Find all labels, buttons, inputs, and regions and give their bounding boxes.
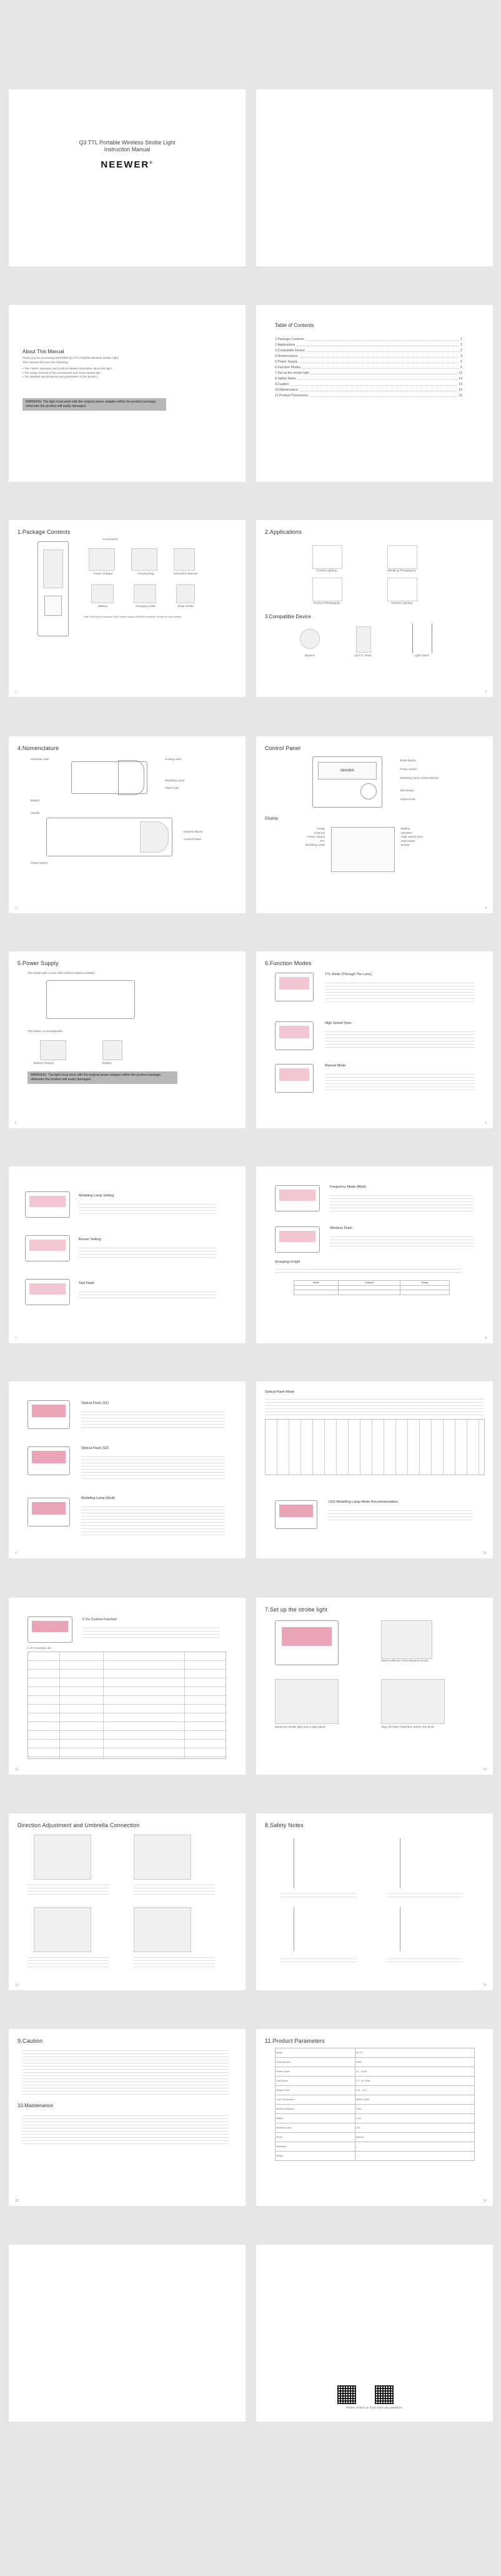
optical-flash-page: [256, 1381, 493, 1558]
part-label: Control Panel: [184, 838, 201, 841]
cover-title-line2: Instruction Manual: [104, 146, 151, 153]
page-number: 9: [15, 1551, 17, 1555]
mode-heading: Modeling Lamp Setting: [79, 1194, 114, 1198]
page-number: 4: [485, 906, 487, 910]
mode-heading: Wireless Flash: [330, 1226, 353, 1230]
lcd-label: Wireless: [401, 831, 412, 834]
stand-illustration: [412, 623, 432, 653]
control-panel-page: [256, 736, 493, 913]
lcd-label: Modeling Lamp: [305, 843, 325, 847]
power-line: The battery is rechargeable.: [27, 1030, 64, 1033]
setup-page: [256, 1598, 493, 1775]
app-image: [387, 578, 417, 601]
device-label: Light Stand: [414, 654, 429, 657]
panel-illustration: [312, 756, 382, 808]
parameter-row: Power Output 1/1 - 1/128: [275, 2067, 475, 2077]
parameter-row: Mount Bowens: [275, 2133, 475, 2142]
parameter-row: Dimension —: [275, 2142, 475, 2152]
lcd-labels-right: [401, 827, 457, 848]
package-note: Note: Pictures for reference only. Please contact NEEWER customer service for more details.: [84, 616, 182, 618]
app-label: Portrait Lighting: [316, 569, 337, 572]
part-label: Cooling Vent: [165, 758, 182, 761]
cover-page: [9, 89, 246, 266]
section-title: 11.Product Parameters: [265, 2038, 325, 2044]
mode-heading: Test Flash: [79, 1281, 95, 1285]
direction-page: [9, 1813, 246, 1990]
back-cover-page: [256, 2245, 493, 2422]
contact-text: Please contact us if you have any questions.: [346, 2406, 403, 2409]
page-number: 11: [15, 1768, 19, 1772]
mode-heading: TTL Mode (Through The Lens): [325, 973, 372, 976]
toc-item: 2.Applications 2: [275, 343, 462, 347]
app-image: [387, 545, 417, 569]
section-title: 10.Maintenance: [17, 2103, 53, 2108]
panel-label: Mode Button: [400, 759, 417, 762]
package-contents-page: [9, 520, 246, 697]
brand-logo: NEEWER: [101, 159, 150, 170]
toc-item: 9.Caution 15: [275, 383, 462, 386]
page-number: 1: [15, 690, 17, 694]
toc-item: 5.Power Supply 5: [275, 360, 462, 364]
maintenance-text: [22, 2113, 229, 2147]
app-image: [312, 545, 342, 569]
reflector-illustration: [118, 760, 144, 795]
lcd-diagram: [331, 827, 395, 872]
compat-title: 3.Compatible Device: [265, 614, 311, 619]
qr-code: [375, 2385, 394, 2404]
warning-box: WARNING: The light must work with the original power adapter within the product package, otherwise the product will easily damaged.: [22, 398, 166, 411]
toc-item: 11.Product Parameters 16: [275, 394, 462, 398]
parameter-row: Flash Mode TTL / M / Multi: [275, 2077, 475, 2086]
toc-item: 1.Package Contents 1: [275, 338, 462, 341]
panel-label: Adjust Knob: [400, 798, 415, 801]
lcd-labels-left: [275, 827, 325, 848]
section-title: Direction Adjustment and Umbrella Connection: [17, 1822, 140, 1828]
section-title: 5.Power Supply: [17, 960, 59, 966]
modes-page-8: [256, 1166, 493, 1343]
caution-text: [22, 2048, 229, 2097]
parameter-row: Wireless Distance 100m: [275, 2105, 475, 2114]
panel-label: Power Switch: [400, 768, 417, 771]
toc-item: 4.Nomenclature 3: [275, 354, 462, 358]
lcd-label: High Speed Sync: [401, 835, 424, 839]
section-title: 1.Package Contents: [17, 529, 71, 535]
toc-item: 8.Safety Notes 14: [275, 377, 462, 381]
parameter-row: Guide Number GN60: [275, 2058, 475, 2067]
power-supply-page: [9, 951, 246, 1128]
mode-heading: Optical Flash (S2): [81, 1446, 109, 1450]
parameter-row: Recycle Time 0.01 - 2.5s: [275, 2086, 475, 2095]
mode-heading: Manual Mode: [325, 1064, 346, 1068]
cfn-page: [9, 1598, 246, 1775]
page-number: 16: [483, 2199, 487, 2203]
parameter-table: [275, 2048, 475, 2161]
caption: Battery Charger: [34, 1061, 54, 1065]
panel-label: Modeling Lamp Control Button: [400, 776, 439, 779]
panel-label: Test Button: [400, 789, 414, 792]
lcd-label: Buzzer: [401, 843, 410, 847]
display-title: Display: [265, 816, 279, 821]
power-line: The strobe light comes with a lithium battery installed.: [27, 971, 96, 975]
warning-box: WARNING: The light must work with the original power adapter within the product package, otherwise the product will easily damaged.: [27, 1071, 177, 1084]
mode-heading: Optical Flash Mode: [265, 1390, 295, 1394]
app-label: Outdoor Lighting: [391, 601, 412, 604]
caption: Battery: [102, 1061, 112, 1065]
table-title: C.Fn Function List: [27, 1646, 51, 1650]
page-number: 5: [15, 1121, 17, 1125]
strobe-illustration: [37, 541, 69, 636]
mode-heading: Grouping of light: [275, 1260, 300, 1264]
mode-heading: High Speed Sync: [325, 1021, 352, 1025]
qr-code: [337, 2385, 356, 2404]
lcd-label: Battery: [401, 827, 410, 830]
section-title: 7.Set up the strobe light: [265, 1606, 328, 1613]
part-label: Flash Tube: [165, 786, 179, 789]
lcd-label: Multi-Flash: [401, 839, 415, 843]
part-label: Bowens Mount: [184, 830, 203, 833]
toc-item: 6.Function Modes 6: [275, 366, 462, 369]
safety-figure: [294, 1838, 325, 1888]
page-number: 2: [485, 690, 487, 694]
section-title: 6.Function Modes: [265, 960, 312, 966]
lcd-label: Group: [317, 827, 325, 830]
parameter-row: Weight —: [275, 2152, 475, 2161]
accessory-label: Silver Shield: [177, 604, 194, 608]
panel-screen: NEEWER: [318, 762, 377, 779]
mode-heading: Modeling Lamp (Multi): [81, 1496, 116, 1500]
lcd-label: Channel: [314, 831, 325, 834]
setup-caption: Attach reflector to the Bowens mount.: [381, 1659, 429, 1662]
mode-heading: C.Fn Custom Function: [82, 1618, 117, 1621]
setup-caption: Mount the strobe light onto a light stand.: [275, 1725, 326, 1728]
toc-item: 7.Set up the strobe light 12: [275, 371, 462, 375]
cfn-table: [27, 1651, 226, 1759]
about-bullet: • The detailed specifications and parameters of the product.: [22, 375, 99, 379]
app-label: Product Photography: [313, 601, 340, 604]
toc-item: 10.Maintenance 15: [275, 388, 462, 392]
modes-page-7: [9, 1166, 246, 1343]
part-label: Umbrella Hole: [31, 758, 49, 761]
mode-heading: Optical Flash (S1): [81, 1401, 109, 1405]
accessory-label: Carrying Bag: [137, 572, 154, 575]
caution-page: [9, 2029, 246, 2206]
section-title: 8.Safety Notes: [265, 1822, 304, 1828]
part-label: Battery: [31, 799, 40, 802]
safety-figure: [294, 1907, 325, 1951]
accessory-label: Instruction Manual: [174, 572, 197, 575]
safety-figure: [400, 1838, 432, 1888]
page-number: 6: [485, 1121, 487, 1125]
modes-page-9: [9, 1381, 246, 1558]
section-title: 9.Caution: [17, 2038, 43, 2044]
page-number: 3: [15, 906, 17, 910]
accessories-label: Accessories: [102, 538, 118, 541]
page-number: 8: [485, 1336, 487, 1340]
accessory-label: Charging Cable: [136, 604, 156, 608]
applications-page: [256, 520, 493, 697]
toc-list: [275, 337, 462, 399]
device-label: Q3 TTL Flash: [354, 654, 372, 657]
accessory-label: Power Charger: [93, 572, 113, 575]
parameter-row: Battery Li-ion: [275, 2114, 475, 2123]
section-title: Control Panel: [265, 745, 301, 751]
safety-page: [256, 1813, 493, 1990]
cover-title-line1: Q3 TTL Portable Wireless Strobe Light: [79, 139, 176, 146]
page-number: 13: [15, 1983, 19, 1987]
about-title: About This Manual: [22, 349, 64, 354]
accessory-label: Battery: [98, 604, 108, 608]
toc-item: 3.Compatible Device 2: [275, 349, 462, 353]
registered-mark: ®: [149, 161, 154, 165]
section-title: 4.Nomenclature: [17, 745, 59, 751]
app-label: Wedding Photography: [387, 569, 416, 572]
about-bullet: • The Flash's operation and product-related information about the light.: [22, 367, 112, 371]
blank-page: [9, 2245, 246, 2422]
nomenclature-page: [9, 736, 246, 913]
toc-title: Table of Contents: [275, 323, 314, 328]
page-number: 14: [483, 1983, 487, 1987]
part-label: Modeling Lamp: [165, 779, 185, 782]
function-modes-page: [256, 951, 493, 1128]
parameter-row: Modeling Lamp LED: [275, 2123, 475, 2133]
page-number: 12: [483, 1768, 487, 1772]
parameters-page: [256, 2029, 493, 2206]
mode-heading: Frequency Mode (Multi): [330, 1185, 367, 1189]
page-number: 15: [15, 2199, 19, 2203]
parameter-row: Model Q3 TTL: [275, 2048, 475, 2058]
page-number: 10: [483, 1551, 487, 1555]
parameter-row: Color Temperature 5600K ±200K: [275, 2095, 475, 2105]
part-label: Handle: [31, 811, 40, 814]
toc-page: [256, 305, 493, 482]
page-number: 7: [15, 1336, 17, 1340]
blank-page: [256, 89, 493, 266]
about-intro: Thank you for purchasing NEEWER Q3 TTL Portable Wireless Strobe Light.: [22, 356, 119, 359]
device-label: Bowens: [304, 654, 315, 657]
grouping-table: Mode Channel Group: [294, 1280, 450, 1295]
mode-heading: Buzzer Setting: [79, 1238, 101, 1241]
lcd-label: TTL: [319, 839, 325, 843]
battery-install-illustration: [46, 980, 135, 1019]
about-read-note: This manual will cover the following:: [22, 360, 69, 364]
power-table: [265, 1419, 485, 1475]
about-bullet: • The usage method of the accessories and some related tips.: [22, 371, 101, 374]
safety-figure: [400, 1907, 432, 1951]
lcd-label: Power Output: [307, 835, 325, 839]
mode-heading: LED Modelling Lamp Mode Recommendation: [329, 1500, 398, 1504]
about-page: [9, 305, 246, 482]
setup-caption: Align the flash head then tighten the knob.: [381, 1725, 435, 1728]
part-label: Power Button: [31, 861, 48, 865]
accessory-grid: [84, 548, 209, 636]
app-image: [312, 578, 342, 601]
section-title: 2.Applications: [265, 529, 302, 535]
